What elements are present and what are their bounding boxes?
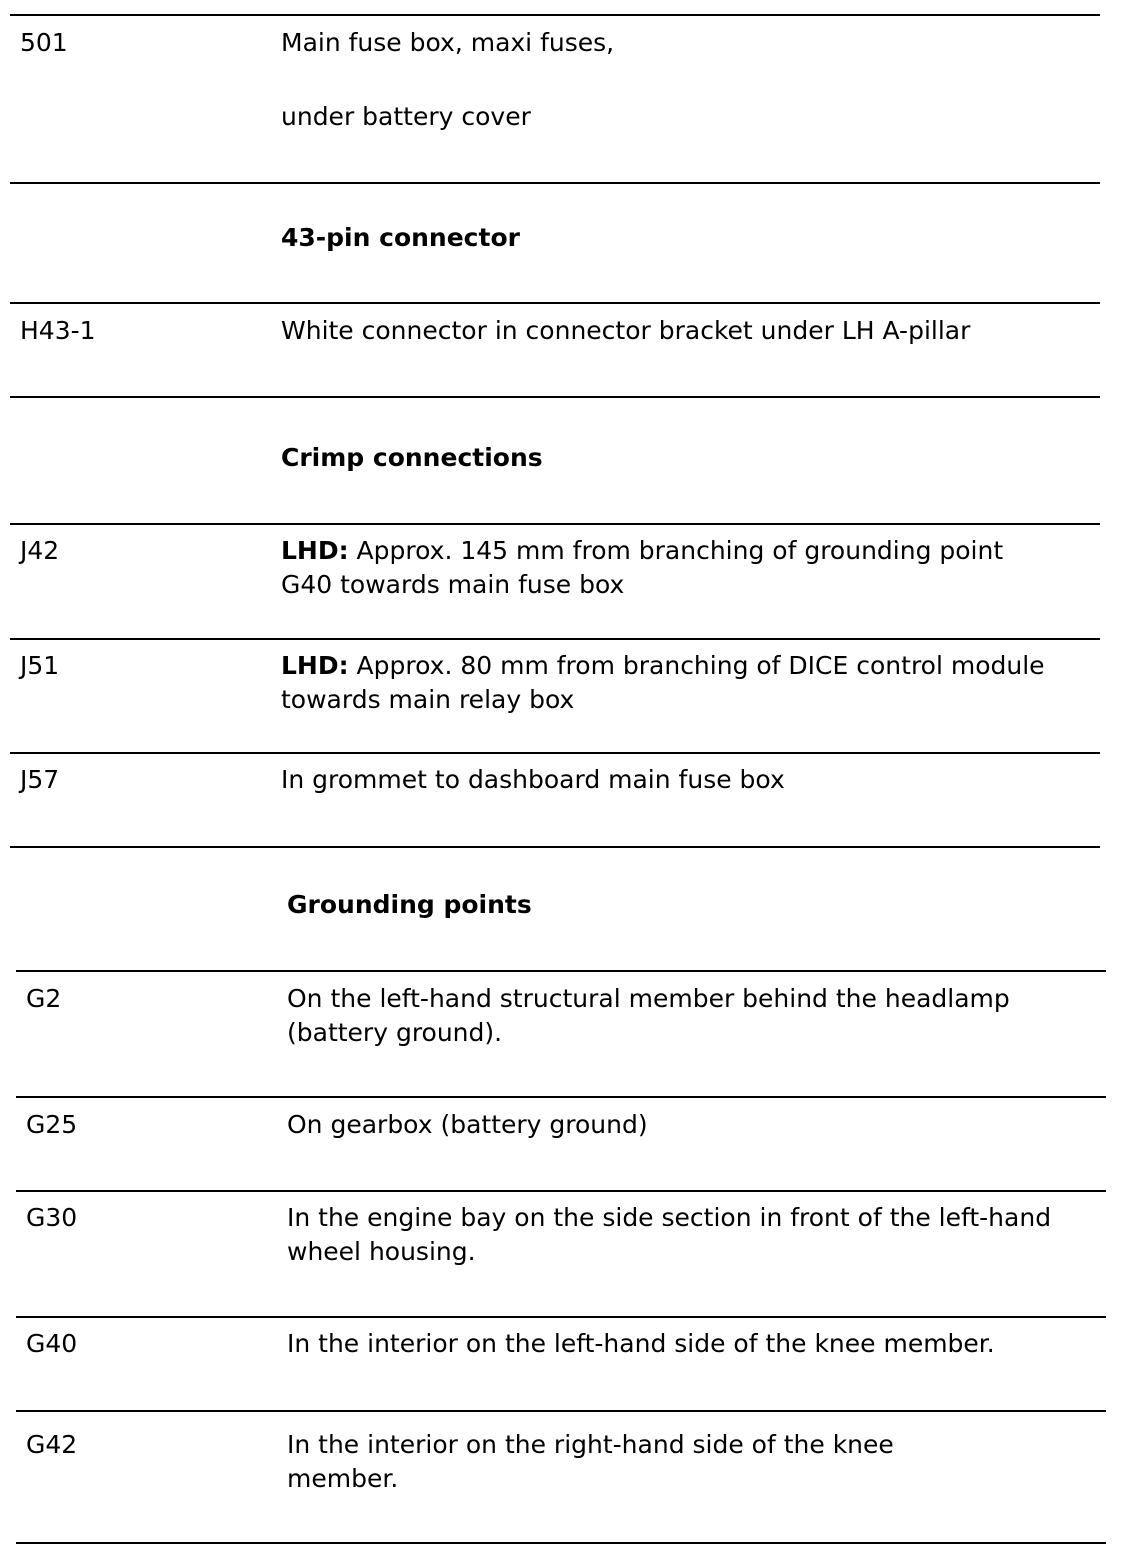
divider — [16, 1316, 1106, 1318]
description-text: Approx. 145 mm from branching of grounding point G40 towards main fuse box — [281, 536, 1004, 599]
component-description: Main fuse box, maxi fuses, — [281, 28, 615, 57]
divider — [10, 182, 1100, 184]
component-description: In the interior on the left-hand side of the knee member. — [287, 1329, 995, 1358]
divider — [16, 1410, 1106, 1412]
component-description: In the interior on the right-hand side of the knee member. — [287, 1430, 894, 1493]
divider — [16, 1190, 1106, 1192]
component-description: In the engine bay on the side section in front of the left-hand wheel housing. — [287, 1203, 1052, 1266]
divider — [16, 1542, 1106, 1544]
component-code: G25 — [26, 1110, 78, 1139]
divider — [10, 752, 1100, 754]
divider — [10, 523, 1100, 525]
component-code: G40 — [26, 1329, 78, 1358]
section-heading: Crimp connections — [281, 443, 543, 472]
divider — [10, 638, 1100, 640]
component-description: In grommet to dashboard main fuse box — [281, 765, 785, 794]
divider — [16, 1096, 1106, 1098]
component-code: G30 — [26, 1203, 78, 1232]
component-code: J57 — [20, 765, 60, 794]
divider — [16, 970, 1106, 972]
section-heading: 43-pin connector — [281, 223, 520, 252]
lhd-label: LHD: — [281, 651, 349, 680]
component-code: G42 — [26, 1430, 78, 1459]
component-description: under battery cover — [281, 102, 531, 131]
component-code: J51 — [20, 651, 60, 680]
lhd-label: LHD: — [281, 536, 349, 565]
divider — [10, 14, 1100, 16]
component-description: On gearbox (battery ground) — [287, 1110, 648, 1139]
divider — [10, 396, 1100, 398]
component-code: 501 — [20, 28, 68, 57]
section-heading: Grounding points — [287, 890, 532, 919]
divider — [10, 302, 1100, 304]
description-text: Approx. 80 mm from branching of DICE control module towards main relay box — [281, 651, 1045, 714]
component-description: White connector in connector bracket under LH A-pillar — [281, 316, 971, 345]
component-code: H43-1 — [20, 316, 96, 345]
component-description — [281, 649, 1051, 717]
component-description — [281, 534, 1041, 602]
component-code: J42 — [20, 536, 60, 565]
component-description: On the left-hand structural member behind the headlamp (battery ground). — [287, 984, 1010, 1047]
divider — [10, 846, 1100, 848]
component-code: G2 — [26, 984, 62, 1013]
